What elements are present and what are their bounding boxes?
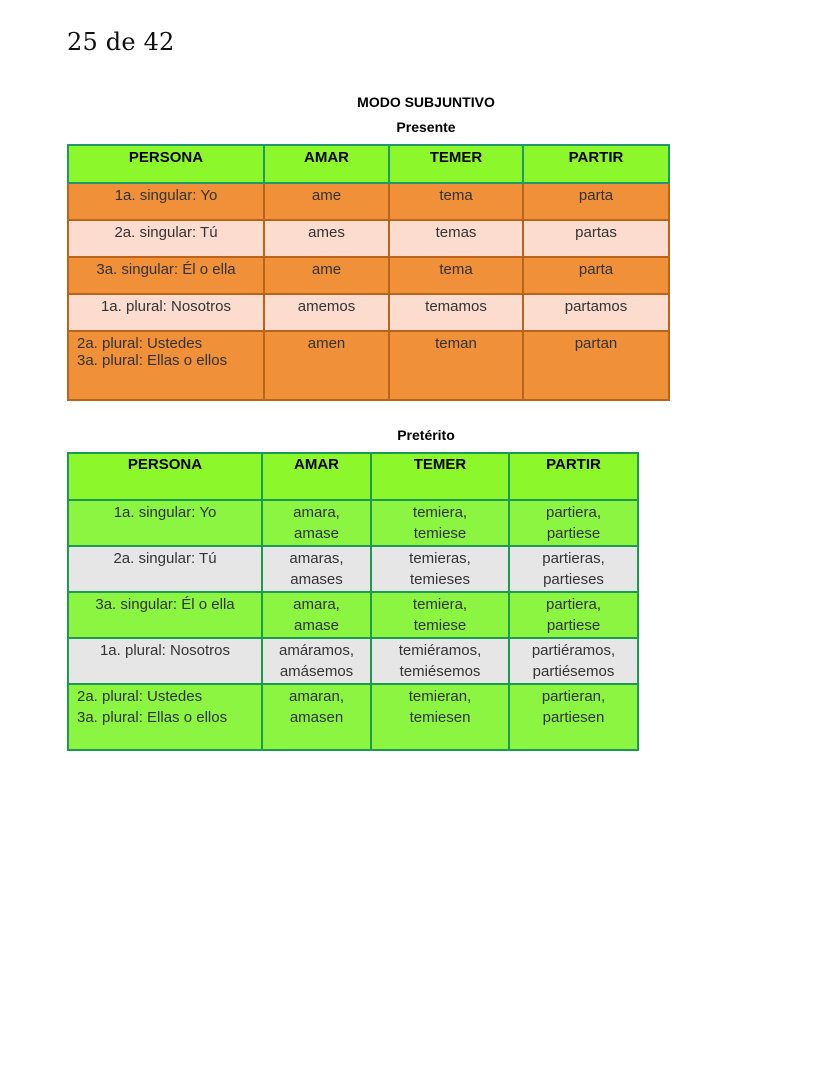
persona-cell: 1a. plural: Nosotros xyxy=(68,294,264,331)
amar-cell: amáramos, amásemos xyxy=(262,638,371,684)
temer-cell: temieras, temieses xyxy=(371,546,509,592)
amar-cell: amaras, amases xyxy=(262,546,371,592)
table-row xyxy=(68,546,638,592)
table-row xyxy=(68,592,638,638)
partir-cell: partamos xyxy=(523,294,669,331)
persona-cell: 1a. singular: Yo xyxy=(68,183,264,220)
temer-cell: tema xyxy=(389,183,523,220)
partir-cell: partiéramos, partiésemos xyxy=(509,638,638,684)
amar-cell: amaran, amasen xyxy=(262,684,371,750)
amar-cell: amara, amase xyxy=(262,500,371,546)
presente-title: Presente xyxy=(396,119,456,135)
temer-cell: temieran, temiesen xyxy=(371,684,509,750)
partir-cell: parta xyxy=(523,183,669,220)
persona-cell: 3a. singular: Él o ella xyxy=(68,592,262,638)
temer-cell: tema xyxy=(389,257,523,294)
table-row xyxy=(68,684,638,750)
header-amar: AMAR xyxy=(262,453,371,500)
presente-table xyxy=(67,144,670,401)
table-row xyxy=(68,183,669,220)
amar-cell: amemos xyxy=(264,294,389,331)
persona-cell: 2a. plural: Ustedes 3a. plural: Ellas o ellos xyxy=(68,684,262,750)
header-temer: TEMER xyxy=(389,145,523,183)
preterito-table xyxy=(67,452,639,751)
header-partir: PARTIR xyxy=(509,453,638,500)
amar-cell: ame xyxy=(264,257,389,294)
amar-cell: ame xyxy=(264,183,389,220)
header-temer: TEMER xyxy=(371,453,509,500)
amar-cell: ames xyxy=(264,220,389,257)
partir-cell: partiera, partiese xyxy=(509,500,638,546)
partir-cell: partiera, partiese xyxy=(509,592,638,638)
header-persona: PERSONA xyxy=(68,145,264,183)
amar-cell: amara, amase xyxy=(262,592,371,638)
partir-cell: parta xyxy=(523,257,669,294)
temer-cell: teman xyxy=(389,331,523,400)
partir-cell: partas xyxy=(523,220,669,257)
header-persona: PERSONA xyxy=(68,453,262,500)
table-row xyxy=(68,500,638,546)
table-header-row xyxy=(68,453,638,500)
persona-cell: 2a. singular: Tú xyxy=(68,220,264,257)
temer-cell: temiéramos, temiésemos xyxy=(371,638,509,684)
partir-cell: partieras, partieses xyxy=(509,546,638,592)
page-counter: 25 de 42 xyxy=(67,28,175,56)
table-row xyxy=(68,638,638,684)
table-header-row xyxy=(68,145,669,183)
mode-title: MODO SUBJUNTIVO xyxy=(357,94,495,110)
persona-cell: 1a. singular: Yo xyxy=(68,500,262,546)
persona-cell: 3a. singular: Él o ella xyxy=(68,257,264,294)
persona-cell: 2a. plural: Ustedes 3a. plural: Ellas o ellos xyxy=(68,331,264,400)
table-row xyxy=(68,294,669,331)
partir-cell: partieran, partiesen xyxy=(509,684,638,750)
temer-cell: temiera, temiese xyxy=(371,592,509,638)
temer-cell: temamos xyxy=(389,294,523,331)
header-partir: PARTIR xyxy=(523,145,669,183)
table-row xyxy=(68,331,669,400)
preterito-title: Pretérito xyxy=(397,427,455,443)
partir-cell: partan xyxy=(523,331,669,400)
persona-cell: 2a. singular: Tú xyxy=(68,546,262,592)
temer-cell: temiera, temiese xyxy=(371,500,509,546)
amar-cell: amen xyxy=(264,331,389,400)
table-row xyxy=(68,257,669,294)
table-row xyxy=(68,220,669,257)
header-amar: AMAR xyxy=(264,145,389,183)
persona-cell: 1a. plural: Nosotros xyxy=(68,638,262,684)
temer-cell: temas xyxy=(389,220,523,257)
